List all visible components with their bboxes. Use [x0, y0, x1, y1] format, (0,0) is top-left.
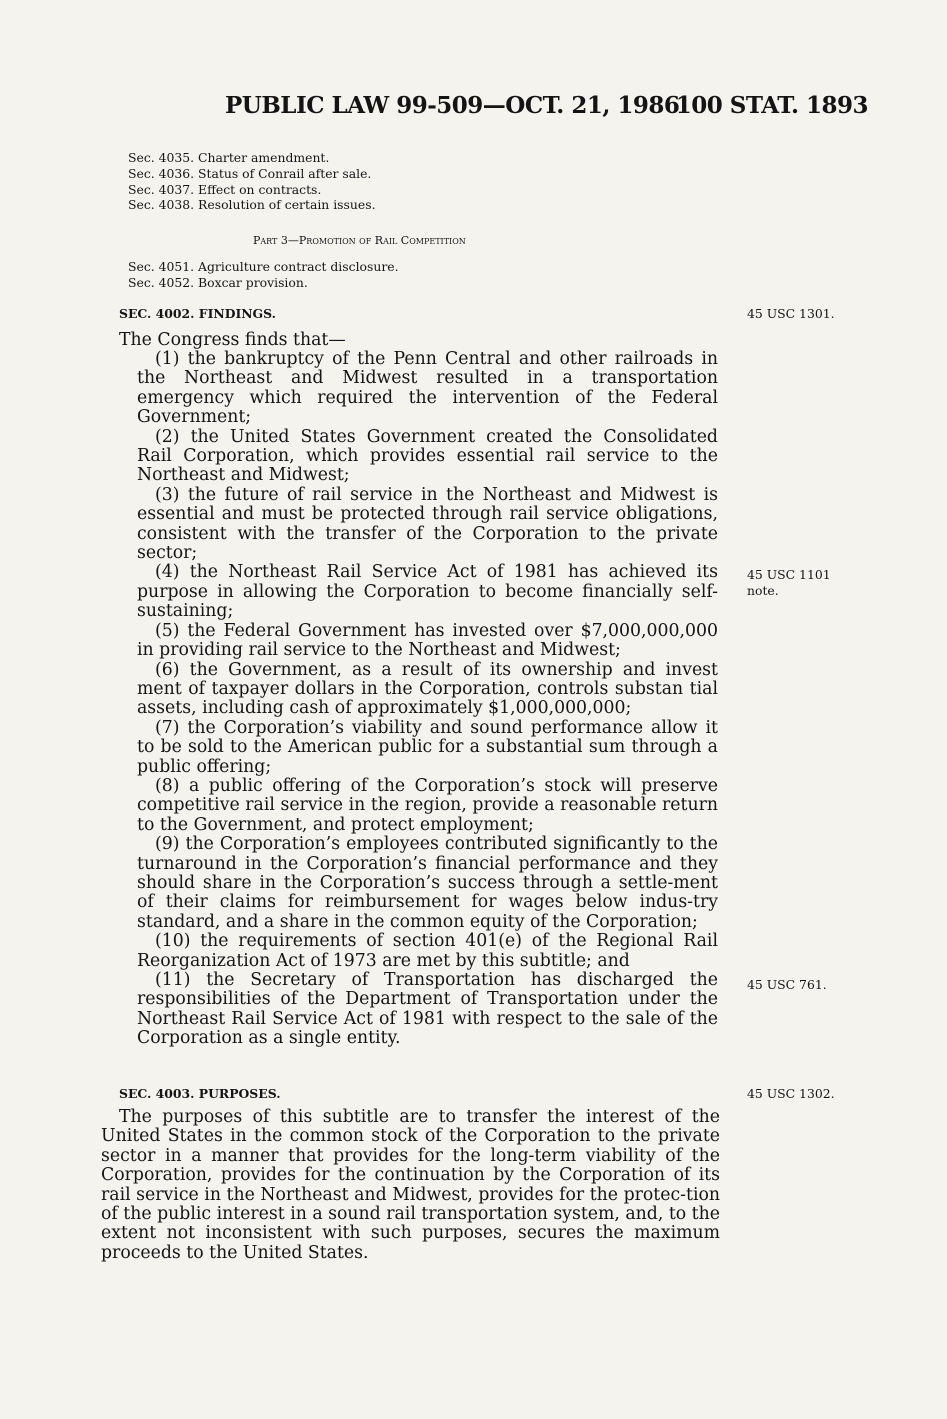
finding-paragraph: (4) the Northeast Rail Service Act of 1981 has achieved its purpose in allowing the Corporation to become financially self-sustaining; — [137, 562, 718, 622]
public-law-title: PUBLIC LAW 99-509—OCT. 21, 1986 — [225, 92, 680, 119]
margin-citation: 45 USC 1301. — [747, 306, 835, 321]
margin-citation-line: 45 USC 1101 — [747, 567, 831, 582]
finding-paragraph: (10) the requirements of section 401(e) of the Regional Rail Reorganization Act of 1973 are met by this subtitle; and — [137, 931, 718, 971]
margin-citation: 45 USC 1302. — [747, 1086, 835, 1101]
table-of-contents-part-3 — [128, 259, 399, 291]
findings-intro: The Congress finds that— — [119, 330, 346, 350]
finding-paragraph: (7) the Corporation’s viability and sound performance allow it to be sold to the American public for a substantial sum through a public offering; — [137, 717, 718, 777]
finding-paragraph: (6) the Government, as a result of its ownership and invest ment of taxpayer dollars in the Corporation, controls substan tial assets, including cash of approximately $1,000,000,000; — [137, 659, 718, 719]
toc-entry: Sec. 4035. Charter amendment. — [128, 150, 330, 165]
margin-citation-line: note. — [747, 582, 779, 598]
finding-paragraph: (8) a public offering of the Corporation’s stock will preserve competitive rail service in the region, provide a reasonable return to the Government, and protect employment; — [137, 775, 718, 835]
section-heading-findings: SEC. 4002. FINDINGS. — [119, 306, 276, 321]
margin-citation — [747, 567, 831, 598]
table-of-contents — [128, 150, 728, 213]
finding-paragraph: (11) the Secretary of Transportation has discharged the responsibilities of the Department of Transportation under the Northeast Rail Service Act of 1981 with respect to the sale of the Corporation as a single entity. — [137, 970, 718, 1049]
findings-list — [137, 350, 718, 1049]
toc-entry: Sec. 4038. Resolution of certain issues. — [128, 197, 376, 213]
finding-paragraph: (9) the Corporation’s employees contributed significantly to the turnaround in the Corporation’s financial performance and they should share in the Corporation’s success through a settle-ment of their claims for reimbursement for wages below indus-try standard, and a share in the common equity of the Corporation; — [137, 834, 718, 932]
finding-paragraph: (2) the United States Government created the Consolidated Rail Corporation, which provides essential rail service to the Northeast and Midwest; — [137, 426, 718, 486]
finding-paragraph: (1) the bankruptcy of the Penn Central and other railroads in the Northeast and Midwest resulted in a transportation emergency which required the intervention of the Federal Government; — [137, 349, 718, 428]
finding-paragraph: (3) the future of rail service in the Northeast and Midwest is essential and must be protected through rail service obligations, consistent with the transfer of the Corporation to the private sector; — [137, 484, 718, 564]
purposes-paragraph: The purposes of this subtitle are to transfer the interest of the United States in the common stock of the Corporation to the private sector in a manner that provides for the long-term viability of the Corporation, provides for the continuation by the Corporation of its rail service in the Northeast and Midwest, provides for the protec-tion of the public interest in a sound rail transportation system, and, to the extent not inconsistent with such purposes, secures the maximum proceeds to the United States. — [101, 1107, 720, 1263]
part-heading: Part 3—Promotion of Rail Competition — [253, 234, 466, 247]
finding-paragraph: (5) the Federal Government has invested over $7,000,000,000 in providing rail service to the Northeast and Midwest; — [137, 620, 718, 661]
toc-entry: Sec. 4037. Effect on contracts. — [128, 181, 322, 197]
toc-entry: Sec. 4052. Boxcar provision. — [128, 274, 308, 290]
toc-entry: Sec. 4051. Agriculture contract disclosure. — [128, 259, 399, 274]
section-heading-purposes: SEC. 4003. PURPOSES. — [119, 1086, 281, 1101]
statute-page-number: 100 STAT. 1893 — [675, 92, 868, 119]
margin-citation: 45 USC 761. — [747, 977, 827, 992]
toc-entry: Sec. 4036. Status of Conrail after sale. — [128, 165, 372, 181]
